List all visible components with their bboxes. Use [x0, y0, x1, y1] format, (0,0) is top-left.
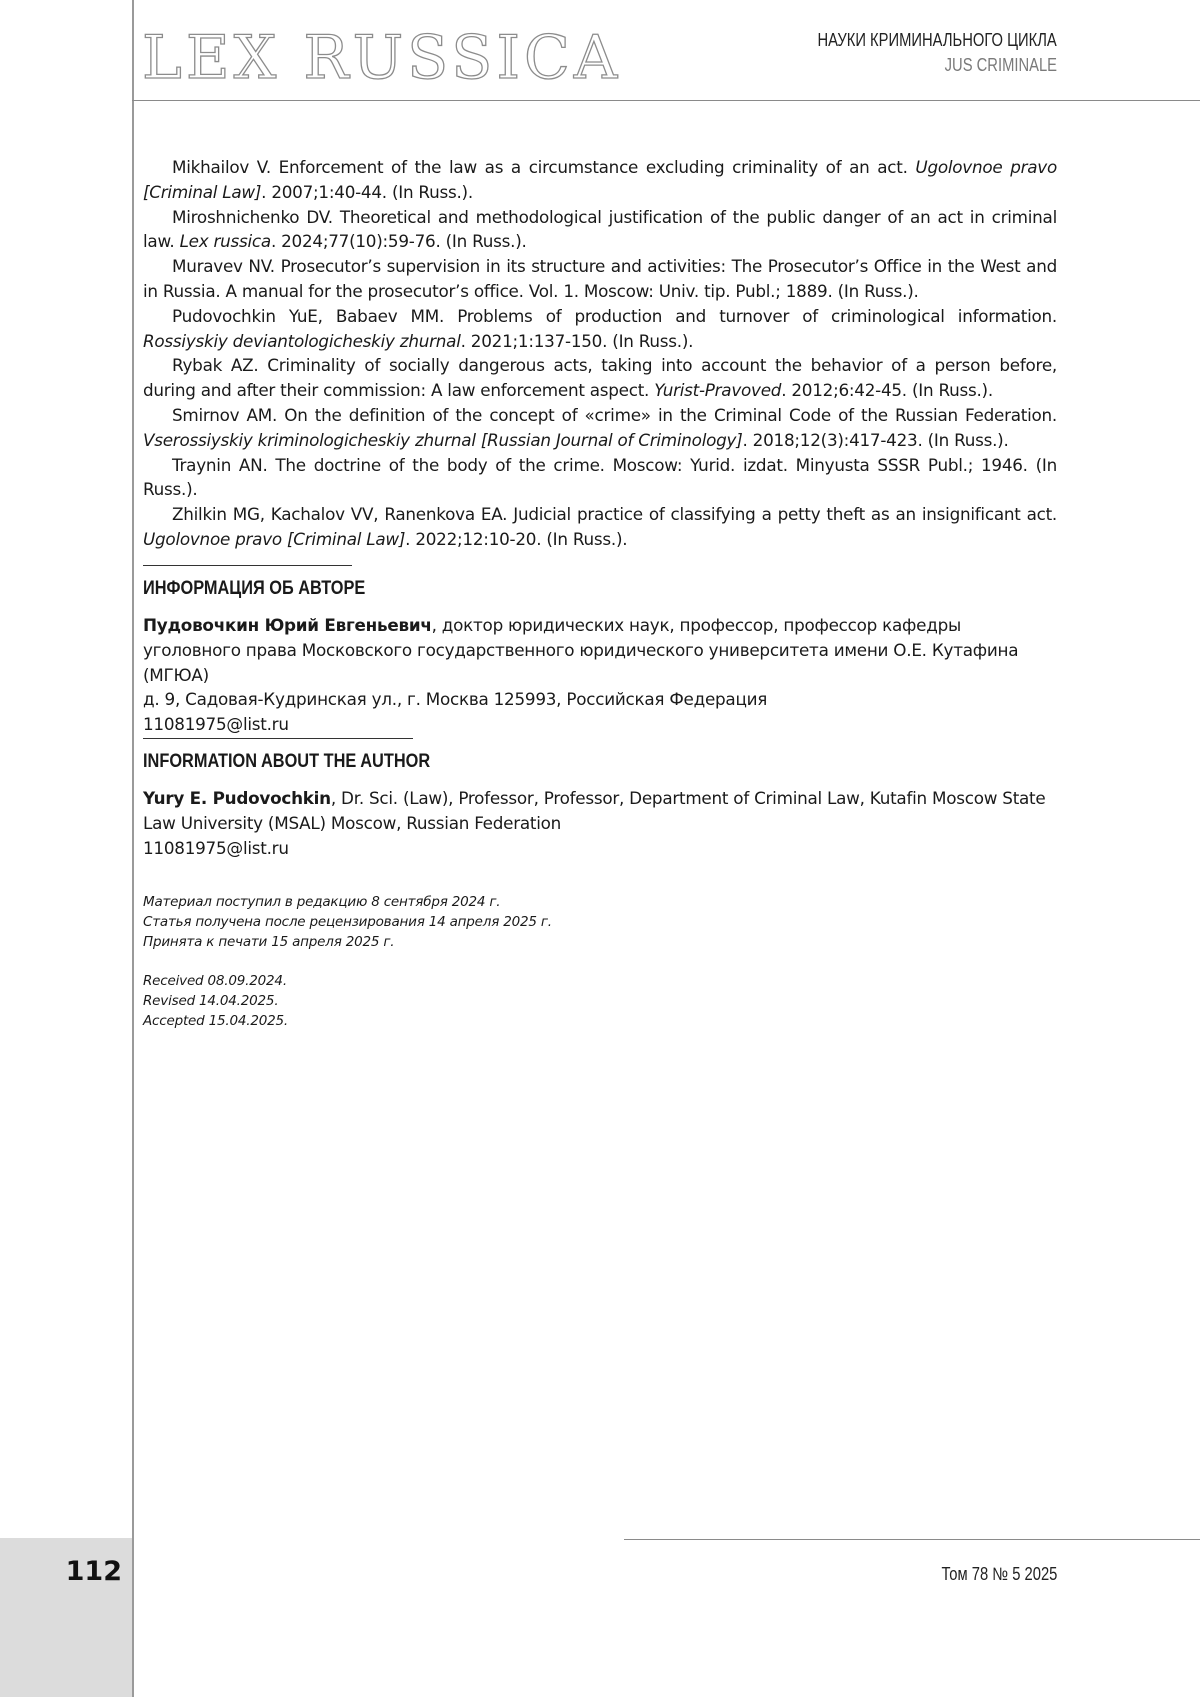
reference-item: Miroshnichenko DV. Theoretical and methodological justification of the public danger of an act in criminal law. Lex russica. 2024;77(10):59-76. (In Russ.).	[143, 206, 1057, 252]
author-ru-affiliation: Пудовочкин Юрий Евгеньевич, доктор юридических наук, профессор, профессор кафедры уголовного права Московского государственного юридического университета имени О.Е. Кутафина (МГЮА)	[143, 615, 1019, 685]
reference-item: Pudovochkin YuE, Babaev MM. Problems of production and turnover of criminological information. Rossiyskiy deviantologicheskiy zhurnal. 2021;1:137-150. (In Russ.).	[143, 305, 1057, 351]
author-ru-info	[143, 613, 1058, 737]
journal-logo: LEX RUSSICA	[142, 23, 622, 93]
reference-item: Traynin AN. The doctrine of the body of the crime. Moscow: Yurid. izdat. Minyusta SSSR Publ.; 1946. (In Russ.).	[143, 454, 1057, 500]
reference-list	[143, 155, 1057, 552]
author-en-name: Yury E. Pudovochkin	[143, 788, 331, 808]
author-ru-name: Пудовочкин Юрий Евгеньевич	[143, 615, 432, 635]
date-revised-ru: Статья получена после рецензирования 14 апреля 2025 г.	[143, 914, 552, 931]
section-subtitle: JUS CRIMINALE	[944, 55, 1057, 75]
dates-ru	[143, 892, 552, 953]
footer-rule	[624, 1539, 1200, 1540]
dates-en	[143, 971, 288, 1032]
date-received-ru: Материал поступил в редакцию 8 сентября 2024 г.	[143, 894, 501, 910]
author-en-info	[143, 786, 1058, 860]
reference-item: Smirnov AM. On the definition of the concept of «crime» in the Criminal Code of the Russian Federation. Vserossiyskiy kriminologicheskiy zhurnal [Russian Journal of Criminology]. 2018;12(3):417-423. (In Russ.).	[143, 404, 1057, 450]
author-en-email: 11081975@list.ru	[143, 837, 289, 858]
section-title: НАУКИ КРИМИНАЛЬНОГО ЦИКЛА	[817, 30, 1057, 50]
author-ru-email: 11081975@list.ru	[143, 714, 289, 735]
date-revised-en: Revised 14.04.2025.	[143, 993, 279, 1010]
reference-item: Muravev NV. Prosecutor’s supervision in its structure and activities: The Prosecutor’s Office in the West and in Russia. A manual for the prosecutor’s office. Vol. 1. Moscow: Univ. tip. Publ.; 1889. (In Russ.).	[143, 256, 1057, 301]
author-en-affiliation: Yury E. Pudovochkin, Dr. Sci. (Law), Professor, Professor, Department of Criminal Law, Kutafin Moscow State Law University (MSAL) Moscow, Russian Federation	[143, 788, 1046, 833]
issue-info: Том 78 № 5 2025	[941, 1564, 1057, 1584]
reference-item: Rybak AZ. Criminality of socially dangerous acts, taking into account the behavior of a person before, during and after their commission: A law enforcement aspect. Yurist-Pravoved. 2012;6:42-45. (In Russ.).	[143, 355, 1057, 401]
author-ru-address: д. 9, Садовая-Кудринская ул., г. Москва 125993, Российская Федерация	[143, 689, 768, 710]
date-accepted-ru: Принята к печати 15 апреля 2025 г.	[143, 934, 395, 951]
date-accepted-en: Accepted 15.04.2025.	[143, 1013, 289, 1030]
reference-item: Mikhailov V. Enforcement of the law as a circumstance excluding criminality of an act. Ugolovnoe pravo [Criminal Law]. 2007;1:40-44. (In Russ.).	[143, 157, 1057, 202]
header-rule	[132, 100, 1200, 101]
date-received-en: Received 08.09.2024.	[143, 973, 287, 989]
left-margin-rule	[132, 0, 134, 1697]
reference-item: Zhilkin MG, Kachalov VV, Ranenkova EA. Judicial practice of classifying a petty theft as an insignificant act. Ugolovnoe pravo [Criminal Law]. 2022;12:10-20. (In Russ.).	[143, 504, 1057, 549]
author-en-heading: INFORMATION ABOUT THE AUTHOR	[143, 751, 431, 772]
author-ru-heading: ИНФОРМАЦИЯ ОБ АВТОРЕ	[143, 578, 366, 599]
author-en-rule	[143, 738, 413, 739]
author-ru-rule	[143, 565, 352, 566]
page-number: 112	[65, 1556, 122, 1587]
